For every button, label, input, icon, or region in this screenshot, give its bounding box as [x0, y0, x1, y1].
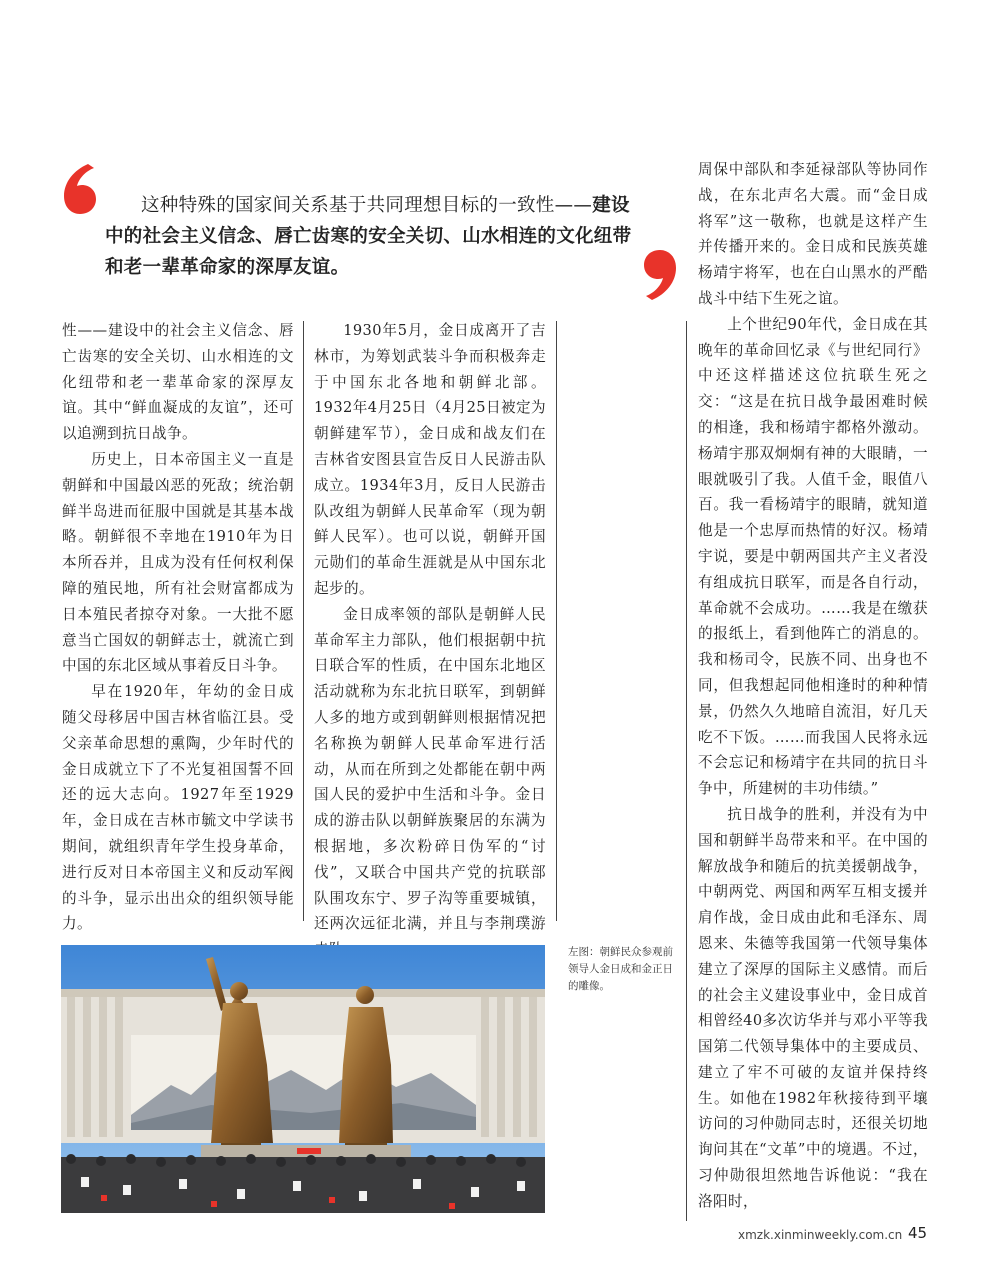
page-number: 45 — [908, 1224, 928, 1242]
paragraph: 上个世纪90年代，金日成在其晚年的革命回忆录《与世纪同行》中还这样描述这位抗联生死之交：“这是在抗日战争最困难时候的相逢，我和杨靖宇都格外激动。杨靖宇那双炯炯有神的大眼睛，一眼就吸引了我。人值千金，眼值八百。我一看杨靖宇的眼睛，就知道他是一个忠厚而热情的好汉。杨靖宇说，要是中朝两国共产主义者没有组成抗日联军，而是各自行动，革命就不会成功。……我是在缴获的报纸上，看到他阵亡的消息的。我和杨司令，民族不同、出身也不同，但我想起同他相逢时的种种情景，仍然久久地暗自流泪，好几天吃不下饭。……而我国人民将永远不会忘记和杨靖宇在共同的抗日斗争中，所建树的丰功伟绩。” — [698, 315, 928, 798]
article-column-2 — [314, 318, 546, 963]
column-divider — [303, 321, 304, 921]
paragraph: 历史上，日本帝国主义一直是朝鲜和中国最凶恶的死敌；统治朝鲜半岛进而征服中国就是其基本战略。朝鲜很不幸地在1910年为日本所吞并，且成为没有任何权利保障的殖民地，所有社会财富都成为日本殖民者掠夺对象。一大批不愿意当亡国奴的朝鲜志士，就流亡到中国的东北区域从事着反日斗争。 — [62, 450, 294, 675]
paragraph: 周保中部队和李延禄部队等协同作战，在东北声名大震。而“金日成将军”这一敬称，也就是这样产生并传播开来的。金日成和民族英雄杨靖宇将军，也在白山黑水的严酷战斗中结下生死之谊。 — [698, 161, 928, 307]
paragraph: 金日成率领的部队是朝鲜人民革命军主力部队，他们根据朝中抗日联合军的性质，在中国东北地区活动就称为东北抗日联军，到朝鲜人多的地方或到朝鲜则根据情况把名称换为朝鲜人民革命军进行活动，从而在所到之处都能在朝中两国人民的爱护中生活和斗争。金日成的游击队以朝鲜族聚居的东满为根据地，多次粉碎日伪军的“讨伐”，又联合中国共产党的抗联部队围攻东宁、罗子沟等重要城镇，还两次远征北满，并且与李荆璞游 — [314, 605, 546, 933]
column-divider — [686, 321, 687, 1221]
article-column-1 — [62, 318, 294, 937]
paragraph: 性——建设中的社会主义信念、唇亡齿寒的安全关切、山水相连的文化纽带和老一辈革命家的深厚友谊。其中“鲜血凝成的友谊”，还可以追溯到抗日战争。 — [62, 322, 294, 443]
footer-url: xmzk.xinminweekly.com.cn — [738, 1228, 903, 1242]
close-quote-mark — [636, 248, 682, 304]
statues-photo — [61, 945, 545, 1213]
pull-quote — [105, 190, 635, 283]
open-quote-mark — [58, 160, 104, 216]
paragraph: 1930年5月，金日成离开了吉林市，为筹划武装斗争而积极奔走于中国东北各地和朝鲜北部。1932年4月25日（4月25日被定为朝鲜建军节），金日成和战友们在吉林省安图县宣告反日人民游击队成立。1934年3月，反日人民游击队改组为朝鲜人民革命军（现为朝鲜人民军）。也可以说，朝鲜开国元勋们的革命生涯就是从中国东北起步的。 — [314, 322, 546, 597]
article-column-3 — [698, 157, 928, 1215]
pull-quote-bold: 建设中的社会主义信念、唇亡齿寒的安全关切、山水相连的文化纽带和老一辈革命家的深厚友谊。 — [105, 195, 632, 278]
paragraph: 早在1920年，年幼的金日成随父母移居中国吉林省临江县。受父亲革命思想的熏陶，少年时代的金日成就立下了不光复祖国誓不回还的远大志向。1927年至1929年，金日成在吉林市毓文中学读书期间，就组织青年学生投身革命，进行反对日本帝国主义和反动军阀的斗争，显示出出众的组织领导能力。 — [62, 683, 294, 933]
photo-caption: 左图：朝鲜民众参观前领导人金日成和金正日的雕像。 — [568, 946, 673, 992]
paragraph: 抗日战争的胜利，并没有为中国和朝鲜半岛带来和平。在中国的解放战争和随后的抗美援朝战争，中朝两党、两国和两军互相支援并肩作战，金日成由此和毛泽东、周恩来、朱德等我国第一代领导集体建立了深厚的国际主义感情。而后的社会主义建设事业中，金日成首相曾经40多次访华并与邓小平等我国第二代领导集体中的主要成员、建立了牢不可破的友谊并保持终生。如他在1982年秋接待到平壤访问的习仲勋同志时，还很关切地询问其在“文革”中的境遇。不过，习仲勋很坦然地告诉他说：“我在洛阳时， — [698, 805, 928, 1210]
pull-quote-lead: 这种特殊的国家间关系基于共同理想目标的一致性—— — [141, 195, 593, 216]
column-divider — [556, 321, 557, 921]
